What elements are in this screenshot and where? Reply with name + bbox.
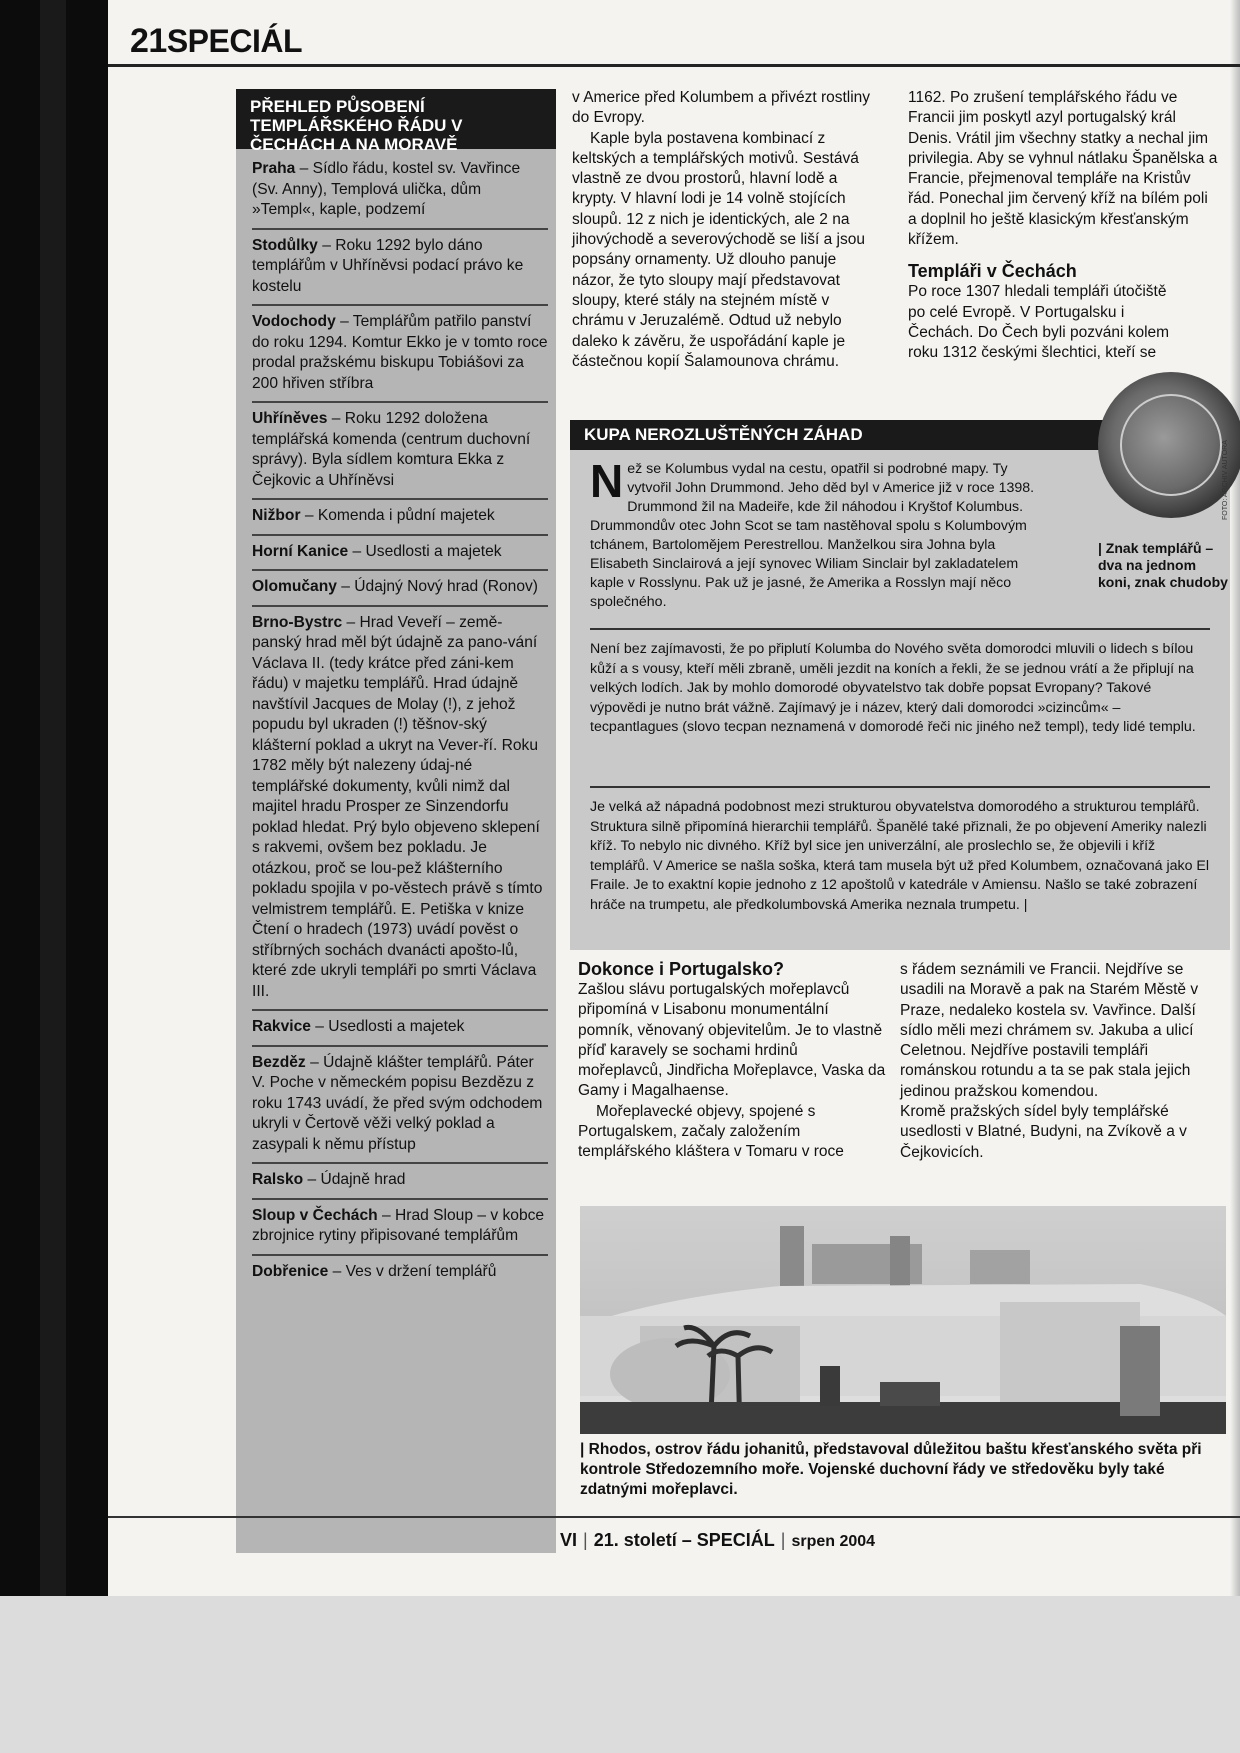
sidebar-list: [236, 149, 556, 1289]
templar-seal-image: [1098, 372, 1240, 518]
mystery-paragraph-3: Je velká až nápadná podobnost mezi strukturou obyvatelstva domorodého a strukturou templářů. Struktura silně připomíná hierarchii templářů. Španělé také přiznali, že po objevení Ameriky nalezli kříž. To nebylo nic divného. Kříž byl sice jen univerzální, ale proslechlo se, že objevili i kříž templářů. V Americe se našla soška, která tam musela být už před Kolumbem, označovaná jako El Fraile. Je to exaktní kopie jednoho z 12 apoštolů v katedrále v Amiensu. Našlo se také zobrazení hráče na trumpetu, ale předkolumbovská Amerika neznala trumpetu. |: [590, 799, 1210, 913]
seal-caption: | Znak templářů – dva na jednom koni, znak chudoby: [1098, 540, 1228, 590]
mystery-intro: [590, 455, 1040, 612]
col2-paragraph-2: Kaple byla postavena kombinací z keltských a templářských motivů. Sestává vlastně ze dvou prostorů, hlavní lodě a krypty. V hlavní lodi je 14 volně stojících sloupů. 12 z nich je identických, ale 2 na jihovýchodě a severovýchodě se liší a jsou popsány ornamenty. Už dlouho panuje názor, že tyto sloupy mají představovat sloupy, které stály na stejném místě v chrámu v Jeruzalémě. Odtud už nebylo daleko k závěru, že uspořádání kaple je částečnou kopií Šalamounova chrámu.: [572, 129, 865, 370]
page-number: VI: [560, 1530, 578, 1550]
sidebar-entry-place: Ralsko: [252, 1171, 304, 1188]
page-footer: [560, 1530, 875, 1551]
sidebar-entry: [252, 571, 548, 607]
mystery-divider: [590, 628, 1210, 630]
col3-paragraph-2: Po roce 1307 hledali templáři útočiště po celé Evropě. V Portugalsku i Čechách. Do Čech byli pozváni kolem roku 1312 českými šlechtici, kteří se: [908, 283, 1170, 362]
mystery-divider: [590, 786, 1210, 788]
sidebar-entry-text: – Hrad Sloup – v kobce zbrojnice rytiny připisované templářům: [252, 1206, 545, 1244]
article-column-3: [908, 88, 1220, 364]
footer-separator: |: [780, 1530, 786, 1550]
photo-credit: FOTO: ARCHIV AUTORA: [1222, 440, 1229, 520]
page-fold-shadow: [1230, 0, 1240, 1596]
article-column-5: [900, 960, 1226, 1163]
sidebar-title: PŘEHLED PŮSOBENÍ TEMPLÁŘSKÉHO ŘÁDU V ČECHÁCH A NA MORAVĚ: [236, 89, 556, 149]
sidebar-entry-text: – Usedlosti a majetek: [310, 1018, 465, 1035]
header-title: SPECIÁL: [166, 23, 303, 59]
article-column-4: [578, 958, 886, 1163]
sidebar-entry-text: – Usedlosti a majetek: [348, 542, 502, 560]
seal-inner-ring: [1120, 394, 1222, 496]
mystery-paragraph-2: Není bez zajímavosti, že po připlutí Kolumba do Nového světa domorodci mluvili o lidech s bílou kůží a s vousy, kteří měli zbraně, uměli jezdit na koních a řekli, že se jednou vrátí a že připlují na velkých lodích. Jak by mohlo domorodé obyvatelstvo tak dobře popsat Evropany? Takové výpovědi je nutno brát vážně. Zajímavý je i název, který dali domorodci »cizincům« – tecpantlagues (slovo tecpan neznamená v domorodé řeči nic jiného než templ), tedy lidé templu.: [590, 641, 1196, 735]
sidebar-entry-text: – Templářům patřilo panství do roku 1294. Komtur Ekko je v tomto roce prodal pražskému biskupu Tobiášovi za 200 hřiven stříbra: [252, 313, 548, 392]
sidebar-entry-text: – Ves v držení templářů: [328, 1262, 497, 1280]
sidebar-entry-text: – Údajně hrad: [303, 1171, 406, 1188]
sidebar-entry-place: Rakvice: [252, 1018, 311, 1035]
sidebar-entry-place: Dobřenice: [252, 1262, 329, 1280]
sidebar-entry-text: – Sídlo řádu, kostel sv. Vavřince (Sv. Anny), Templová ulička, dům »Templ«, kaple, podzemí: [252, 160, 521, 218]
sidebar-entry-text: – Komenda i půdní majetek: [300, 507, 495, 524]
sidebar-entry-place: Stodůlky: [252, 236, 318, 254]
sidebar-entry-place: Uhříněves: [252, 410, 328, 427]
sidebar-entry: [252, 1200, 548, 1256]
sidebar-entry: [252, 607, 548, 1012]
sidebar-entry: [252, 500, 548, 536]
rhodes-photo-illustration: [580, 1206, 1226, 1434]
col5-paragraph-2: Kromě pražských sídel byly templářské usedlosti v Blatné, Budyni, na Zvíkově a v Čejkovicích.: [900, 1103, 1187, 1161]
sidebar-entry: [252, 306, 548, 403]
sidebar-entry-place: Vodochody: [252, 313, 336, 330]
sidebar-entry-place: Olomučany: [252, 578, 337, 595]
col2-paragraph-1: v Americe před Kolumbem a přivézt rostliny do Evropy.: [572, 89, 871, 127]
col5-paragraph-1: s řádem seznámili ve Francii. Nejdříve se usadili na Moravě a pak na Starém Městě v Praze, nedaleko kostela sv. Vavřince. Další sídlo měli mezi chrámem sv. Jakuba a ulicí Celetnou. Nejdříve postavili templáři románskou rotundu a ta se pak stala jejich jedinou pražskou komendou.: [900, 961, 1199, 1100]
footer-rule: [108, 1516, 1240, 1518]
magazine-name: 21. století – SPECIÁL: [593, 1530, 775, 1550]
col4-paragraph-2: Mořeplavecké objevy, spojené s Portugalskem, začaly založením templářského kláštera v Tomaru v roce: [578, 1102, 844, 1161]
footer-separator: |: [583, 1530, 588, 1550]
col3-paragraph-1: 1162. Po zrušení templářského řádu ve Francii jim poskytl azyl portugalský král Denis. Vrátil jim všechny statky a nechal jim privilegia. Aby se vyhnul nátlaku Španělska a Francie, přejmenoval templáře na Kristův řád. Ponechal jim červený kříž na bílém poli a doplnil ho ještě klasickým křesťanským křížem.: [908, 89, 1218, 249]
sidebar-entry-place: Bezděz: [252, 1053, 306, 1071]
mystery-title: KUPA NEROZLUŠTĚNÝCH ZÁHAD: [570, 420, 1170, 450]
sidebar-entry: [252, 1256, 548, 1290]
header-rule: [108, 64, 1240, 67]
sidebar-entry: [252, 153, 548, 230]
mystery-intro-text: ež se Kolumbus vydal na cestu, opatřil si podrobné mapy. Ty vytvořil John Drummond. Jeho děd byl v Americe již v roce 1398. Drummond žil na Madeiře, kde žil náhodou i Kryštof Kolumbus. Drummondův otec John Scot se tam nastěhoval spolu s Kolumbovým tchánem, Bartolomějem Perestrellou. Manželkou sira Johna byla Elisabeth Sinclairová a její synovec Wiliam Sinclair byl zakladatelem kaple v Rosslynu. Pak už je jasné, že Amerika a Rosslyn mají něco společného.: [590, 461, 1035, 610]
scanner-background: [0, 1596, 1240, 1753]
sidebar-entry-place: Sloup v Čechách: [252, 1206, 378, 1224]
sidebar-entry-place: Praha: [252, 160, 296, 177]
rhodes-photo: [580, 1206, 1226, 1434]
mystery-dropcap: N: [590, 455, 624, 507]
sidebar-entry-text: – Údajný Nový hrad (Ronov): [336, 578, 538, 595]
issue-date: srpen 2004: [791, 1533, 876, 1550]
article-column-2: [572, 88, 874, 372]
sidebar-box: [236, 89, 556, 1553]
sidebar-entry-place: Horní Kanice: [252, 542, 349, 560]
page-header: [130, 22, 302, 61]
sidebar-entry-place: Nižbor: [252, 507, 301, 524]
logo-21: 21: [130, 22, 167, 60]
photo-caption: | Rhodos, ostrov řádu johanitů, představoval důležitou baštu křesťanského světa při kontrole Středozemního moře. Vojenské duchovní řády ve středověku byly také zdatnými mořeplavci.: [580, 1441, 1202, 1498]
scan-edge-stripe: [40, 0, 66, 1596]
col4-subhead: Dokonce i Portugalsko?: [578, 959, 785, 979]
sidebar-entry-place: Brno-Bystrc: [252, 613, 343, 631]
sidebar-entry: [252, 1164, 548, 1200]
sidebar-entry: [252, 1047, 548, 1165]
sidebar-entry-text: – Hrad Veveří – země-panský hrad měl být údajně za pano-vání Václava II. (tedy krátce před záni-kem řádu) v majetku templářů. Hrad údajně navštívil Jacques de Molay (!), z jehož popudu byl ukraden (!) těšnov-ský klášterní poklad a ukryt na Vever-ří. Roku 1782 měly být nalezeny údaj-né templářské dokumenty, kvůli nimž dal majitel hradu Prosper ze Sinzendorfu poklad hledat. Prý bylo objeveno sklepení s rakvemi, ovšem bez pokladu. Je otázkou, proč se lou-pež klášterního pokladu spojila v po-věstech právě s tímto velmistrem templářů. E. Petiška v knize Čtení o hradech (1973) uvádí pověst o stříbrných sochách dvanácti apošto-lů, které zde ukryli templáři po smrti Václava III.: [252, 613, 543, 1000]
sidebar-entry: [252, 230, 548, 307]
sidebar-entry: [252, 1011, 548, 1047]
col3-subhead: Templáři v Čechách: [908, 261, 1077, 282]
sidebar-entry: [252, 536, 548, 572]
sidebar-entry-text: – Údajně klášter templářů. Páter V. Poche v německém popisu Bezdězu z roku 1743 uvádí, že před svým odchodem ukryli v Čertově věži velký poklad a zasypali k němu přístup: [252, 1053, 543, 1153]
sidebar-entry-text: – Roku 1292 doložena templářská komenda (centrum duchovní správy). Byla sídlem komtura Ekka z Čejkovic a Uhříněvsi: [252, 410, 531, 489]
sidebar-entry-text: – Roku 1292 bylo dáno templářům v Uhříněvsi podací právo ke kostelu: [252, 236, 524, 295]
col4-paragraph-1: Zašlou slávu portugalských mořeplavců připomíná v Lisabonu monumentální pomník, věnovaný objevitelům. Je to vlastně příď karavely se sochami hrdinů mořeplavců, Jindřicha Mořeplavce, Vaska da Gamy i Magalhaense.: [578, 981, 886, 1100]
sidebar-entry: [252, 403, 548, 500]
